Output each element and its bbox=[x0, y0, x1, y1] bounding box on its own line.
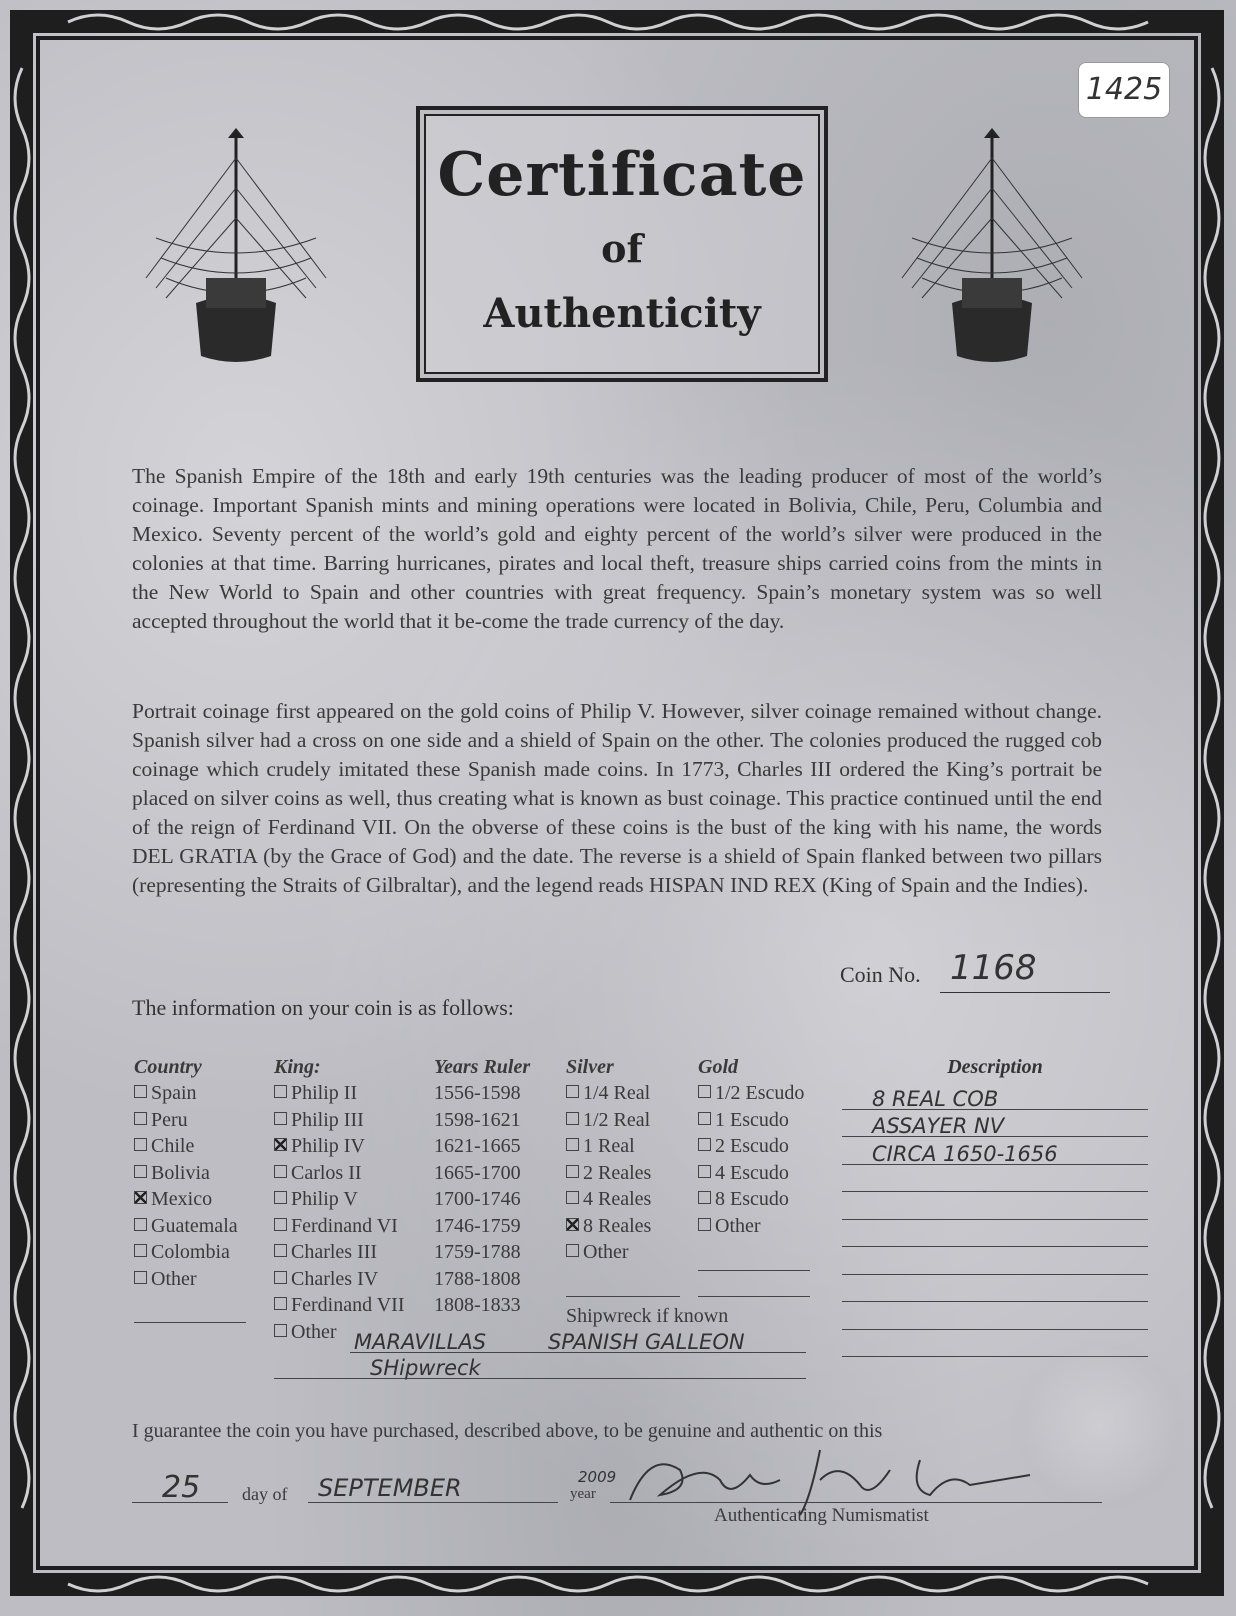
country-option[interactable] bbox=[134, 1109, 238, 1136]
silver-option-label: 8 Reales bbox=[583, 1214, 652, 1237]
gold-option[interactable] bbox=[698, 1188, 804, 1215]
checkbox-icon[interactable] bbox=[274, 1138, 287, 1151]
silver-option[interactable] bbox=[566, 1215, 651, 1242]
silver-option[interactable] bbox=[566, 1082, 651, 1109]
silver-column bbox=[566, 1056, 651, 1268]
certificate-of: of bbox=[601, 226, 643, 271]
info-label: The information on your coin is as follows: bbox=[132, 995, 514, 1020]
king-option[interactable] bbox=[274, 1188, 405, 1215]
certificate-title-box bbox=[416, 106, 828, 382]
silver-option-label: Other bbox=[583, 1241, 629, 1263]
checkbox-icon[interactable] bbox=[134, 1244, 147, 1257]
checkbox-icon[interactable] bbox=[698, 1191, 711, 1204]
checkbox-icon[interactable] bbox=[274, 1271, 287, 1284]
coin-number bbox=[840, 948, 1037, 988]
silver-option-label: 1/2 Real bbox=[583, 1108, 651, 1131]
years-header: Years Ruler bbox=[434, 1056, 531, 1078]
checkbox-icon[interactable] bbox=[566, 1244, 579, 1257]
king-option-label: Charles III bbox=[291, 1241, 378, 1263]
year-label: year bbox=[570, 1486, 596, 1502]
silver-option[interactable] bbox=[566, 1109, 651, 1136]
checkbox-icon[interactable] bbox=[566, 1165, 579, 1178]
country-option[interactable] bbox=[134, 1215, 238, 1242]
silver-option-label: 2 Reales bbox=[583, 1161, 652, 1184]
gold-header: Gold bbox=[698, 1056, 738, 1078]
checkbox-icon[interactable] bbox=[134, 1218, 147, 1231]
king-option-label: Philip IV bbox=[291, 1135, 365, 1157]
king-other-value: MARAVILLAS bbox=[354, 1330, 487, 1354]
silver-option-label: 1/4 Real bbox=[583, 1082, 651, 1104]
checkbox-icon[interactable] bbox=[274, 1297, 287, 1310]
king-column bbox=[274, 1056, 405, 1347]
gold-option-label: 4 Escudo bbox=[715, 1161, 789, 1184]
silver-option-label: 1 Real bbox=[583, 1135, 635, 1157]
coin-number-label: Coin No. bbox=[840, 962, 921, 987]
gold-option[interactable] bbox=[698, 1162, 804, 1189]
history-paragraph-1: The Spanish Empire of the 18th and early 19th centuries was the leading producer of most of the world’s coinage. Important Spanish mints and mining operations were located in Bolivia, Chile, Peru, Columbia and Mexico. Seventy percent of the world’s gold and eighty percent of the world’s silver were produced in the colonies at that time. Barring hurricanes, pirates and local theft, treasure ships carried coins from the mints in the New World to Spain and other countries with great frequency. Spain’s monetary system was so well accepted throughout the world that it be-come the trade currency of the day. bbox=[132, 464, 1102, 633]
gold-option[interactable] bbox=[698, 1109, 804, 1136]
silver-option[interactable] bbox=[566, 1162, 651, 1189]
checkbox-icon[interactable] bbox=[274, 1324, 287, 1337]
king-option-label: Carlos II bbox=[291, 1161, 362, 1184]
country-other-line bbox=[134, 1322, 246, 1323]
checkbox-icon[interactable] bbox=[566, 1112, 579, 1125]
king-option[interactable] bbox=[274, 1294, 405, 1321]
gold-option-label: 2 Escudo bbox=[715, 1135, 789, 1157]
king-option-label: Philip V bbox=[291, 1188, 358, 1210]
king-header: King: bbox=[274, 1056, 321, 1078]
years-value: 1665-1700 bbox=[434, 1161, 521, 1184]
gold-option[interactable] bbox=[698, 1215, 804, 1242]
checkbox-icon[interactable] bbox=[134, 1271, 147, 1284]
king-option[interactable] bbox=[274, 1082, 405, 1109]
checkbox-icon[interactable] bbox=[566, 1138, 579, 1151]
description-text: ASSAYER NV bbox=[872, 1114, 1005, 1138]
country-option-label: Peru bbox=[151, 1108, 188, 1131]
checkbox-icon[interactable] bbox=[566, 1191, 579, 1204]
king-option[interactable] bbox=[274, 1241, 405, 1268]
checkbox-icon[interactable] bbox=[274, 1112, 287, 1125]
gold-other-line-2 bbox=[698, 1296, 810, 1297]
gold-option-label: Other bbox=[715, 1214, 761, 1237]
king-option-label: Philip III bbox=[291, 1108, 364, 1131]
checkbox-icon[interactable] bbox=[134, 1112, 147, 1125]
signer-label: Authenticating Numismatist bbox=[714, 1505, 929, 1526]
country-option-label: Other bbox=[151, 1267, 197, 1290]
description-text: CIRCA 1650-1656 bbox=[872, 1141, 1058, 1166]
checkbox-icon[interactable] bbox=[698, 1218, 711, 1231]
silver-option-label: 4 Reales bbox=[583, 1188, 652, 1210]
description-line[interactable] bbox=[842, 1220, 1148, 1248]
years-value: 1808-1833 bbox=[434, 1294, 521, 1316]
guarantee-month: SEPTEMBER bbox=[318, 1474, 462, 1502]
checkbox-icon[interactable] bbox=[134, 1138, 147, 1151]
king-option-label: Other bbox=[291, 1320, 337, 1343]
checkbox-icon[interactable] bbox=[274, 1244, 287, 1257]
king-option[interactable] bbox=[274, 1162, 405, 1189]
checkbox-icon[interactable] bbox=[274, 1191, 287, 1204]
description-line[interactable] bbox=[842, 1275, 1148, 1303]
checkbox-icon[interactable] bbox=[698, 1085, 711, 1098]
checkbox-icon[interactable] bbox=[698, 1138, 711, 1151]
gold-option[interactable] bbox=[698, 1082, 804, 1109]
checkbox-icon[interactable] bbox=[274, 1165, 287, 1178]
king-option-label: Philip II bbox=[291, 1082, 358, 1104]
description-header: Description bbox=[947, 1056, 1043, 1078]
gold-other-line-1 bbox=[698, 1270, 810, 1271]
king-option-label: Ferdinand VI bbox=[291, 1214, 398, 1237]
description-line[interactable] bbox=[842, 1165, 1148, 1193]
description-text: 8 REAL COB bbox=[872, 1086, 999, 1111]
king-option[interactable] bbox=[274, 1215, 405, 1242]
description-line[interactable] bbox=[842, 1137, 1148, 1165]
description-line[interactable] bbox=[842, 1192, 1148, 1220]
country-option-label: Chile bbox=[151, 1135, 195, 1157]
certificate-title: Certificate bbox=[437, 140, 807, 210]
country-option-label: Colombia bbox=[151, 1241, 230, 1263]
silver-other-line bbox=[566, 1296, 680, 1297]
guarantee-day: 25 bbox=[162, 1470, 201, 1505]
history-paragraph-2: Portrait coinage first appeared on the gold coins of Philip V. However, silver coinage remained without change. Spanish silver had a cross on one side and a shield of Spain on the other. The colonies produced the rugged cob coinage which crudely imitated these Spanish made coins. In 1773, Charles III ordered the King’s portrait be placed on silver coins as well, thus creating what is known as bust coinage. This practice continued until the end of the reign of Ferdinand VII. On the obverse of these coins is the bust of the king with his name, the words DEL GRATIA (by the Grace of God) and the date. The reverse is a shield of Spain flanked between two pillars (representing the Straits of Gilbraltar), and the legend reads HISPAN IND REX (King of Spain and the Indies). bbox=[132, 699, 1102, 897]
years-value: 1700-1746 bbox=[434, 1188, 521, 1210]
silver-header: Silver bbox=[566, 1056, 614, 1078]
guarantee-year: 2009 bbox=[578, 1468, 617, 1486]
day-of-label: day of bbox=[242, 1484, 288, 1504]
country-option[interactable] bbox=[134, 1241, 238, 1268]
ship-right-icon bbox=[892, 128, 1092, 368]
king-option-label: Charles IV bbox=[291, 1267, 379, 1290]
years-value: 1746-1759 bbox=[434, 1214, 521, 1237]
country-option-label: Mexico bbox=[151, 1188, 213, 1210]
king-option[interactable] bbox=[274, 1135, 405, 1162]
silver-option[interactable] bbox=[566, 1241, 651, 1268]
country-option[interactable] bbox=[134, 1162, 238, 1189]
king-option-label: Ferdinand VII bbox=[291, 1294, 405, 1316]
other-line-2 bbox=[274, 1378, 806, 1379]
country-option[interactable] bbox=[134, 1188, 238, 1215]
gold-option-label: 8 Escudo bbox=[715, 1188, 789, 1210]
shipwreck-value: SPANISH GALLEON bbox=[548, 1330, 745, 1354]
gold-option[interactable] bbox=[698, 1135, 804, 1162]
checkbox-icon[interactable] bbox=[566, 1218, 579, 1231]
country-header: Country bbox=[134, 1056, 202, 1078]
country-option[interactable] bbox=[134, 1135, 238, 1162]
coin-number-value: 1168 bbox=[950, 948, 1037, 988]
country-option-label: Guatemala bbox=[151, 1214, 238, 1237]
description-line[interactable] bbox=[842, 1110, 1148, 1138]
description-line[interactable] bbox=[842, 1302, 1148, 1330]
description-line[interactable] bbox=[842, 1247, 1148, 1275]
checkbox-icon[interactable] bbox=[698, 1165, 711, 1178]
king-other-value-line2: SHipwreck bbox=[370, 1356, 481, 1380]
checkbox-icon[interactable] bbox=[134, 1191, 147, 1204]
country-column bbox=[134, 1056, 238, 1294]
checkbox-icon[interactable] bbox=[134, 1165, 147, 1178]
country-option-label: Spain bbox=[151, 1082, 197, 1104]
description-block bbox=[842, 1056, 1148, 1357]
years-value: 1598-1621 bbox=[434, 1108, 521, 1131]
description-line[interactable] bbox=[842, 1082, 1148, 1110]
gold-option-label: 1 Escudo bbox=[715, 1108, 789, 1131]
years-ruler-column bbox=[434, 1056, 530, 1321]
checkbox-icon[interactable] bbox=[566, 1085, 579, 1098]
checkbox-icon[interactable] bbox=[274, 1218, 287, 1231]
country-option[interactable] bbox=[134, 1082, 238, 1109]
checkbox-icon[interactable] bbox=[698, 1112, 711, 1125]
ship-left-icon bbox=[136, 128, 336, 368]
guarantee-text: I guarantee the coin you have purchased, described above, to be genuine and authentic on this bbox=[132, 1420, 883, 1442]
country-option[interactable] bbox=[134, 1268, 238, 1295]
years-value: 1759-1788 bbox=[434, 1241, 521, 1263]
silver-option[interactable] bbox=[566, 1135, 651, 1162]
king-option[interactable] bbox=[274, 1268, 405, 1295]
king-option[interactable] bbox=[274, 1109, 405, 1136]
years-value: 1621-1665 bbox=[434, 1135, 521, 1157]
gold-option-label: 1/2 Escudo bbox=[715, 1082, 805, 1104]
years-value: 1556-1598 bbox=[434, 1082, 521, 1104]
shipwreck-label: Shipwreck if known bbox=[566, 1305, 729, 1327]
serial-number-sticker: 1425 bbox=[1078, 62, 1170, 118]
gold-column bbox=[698, 1056, 804, 1241]
checkbox-icon[interactable] bbox=[274, 1085, 287, 1098]
country-option-label: Bolivia bbox=[151, 1161, 210, 1184]
certificate-subtitle: Authenticity bbox=[483, 290, 761, 337]
years-value: 1788-1808 bbox=[434, 1267, 521, 1290]
checkbox-icon[interactable] bbox=[134, 1085, 147, 1098]
silver-option[interactable] bbox=[566, 1188, 651, 1215]
